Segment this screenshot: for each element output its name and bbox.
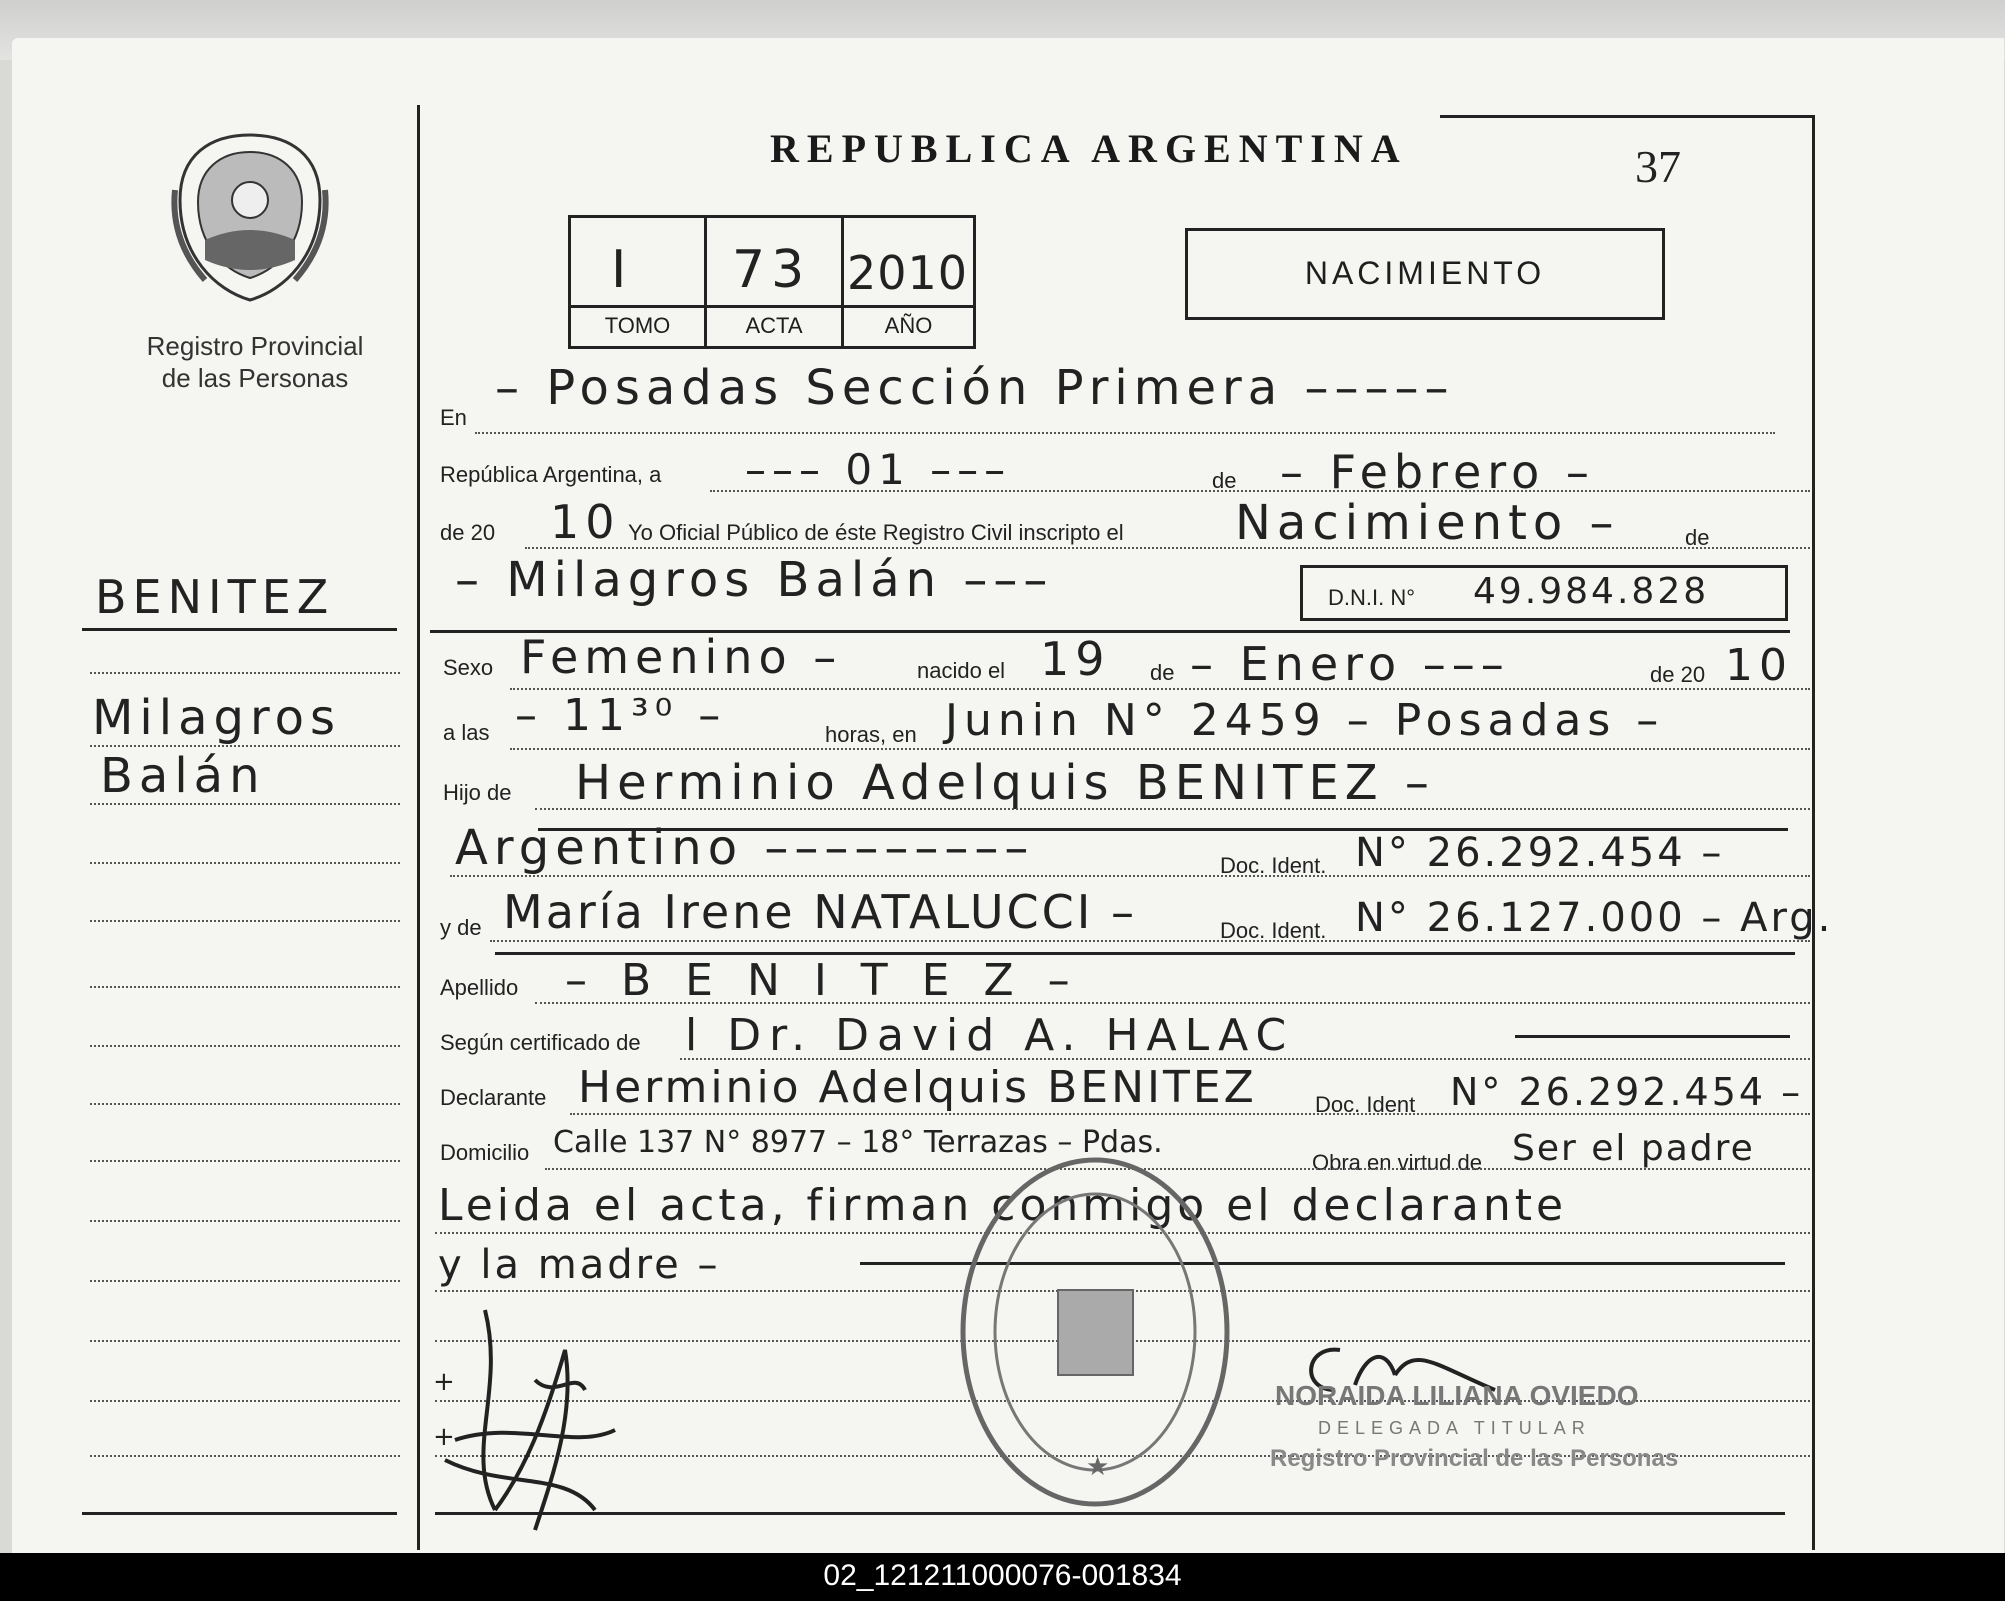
en-value: – Posadas Sección Primera ––––– <box>495 360 1455 416</box>
de20-label-2: de 20 <box>1650 662 1706 687</box>
sexo-label: Sexo <box>443 655 494 680</box>
declarante-label: Declarante <box>440 1085 547 1110</box>
doc-ident-label-2: Doc. Ident. <box>1220 918 1327 943</box>
field-dotline <box>535 1002 1810 1004</box>
de-label-3: de <box>1150 660 1175 685</box>
act-type-label: NACIMIENTO <box>1304 255 1546 291</box>
field-dotline <box>450 875 1810 877</box>
closing-line1: Leida el acta, firman conmigo el declarante <box>438 1180 1568 1231</box>
tomo-label: TOMO <box>604 313 671 338</box>
svg-text:+: + <box>433 1367 455 1397</box>
margin-dotline <box>90 672 400 674</box>
left-column-rule <box>417 105 420 1550</box>
tomo-value: I <box>611 240 633 300</box>
father-value: Herminio Adelquis BENITEZ – <box>575 755 1435 811</box>
declarante-doc: N° 26.292.454 – <box>1450 1070 1804 1114</box>
field-dotline <box>570 1113 1810 1115</box>
doc-ident-label-3: Doc. Ident <box>1315 1092 1416 1117</box>
acta-cell <box>704 215 844 349</box>
margin-bottom-rule <box>82 1512 397 1515</box>
margin-dotline <box>90 1455 400 1457</box>
birth-day: 19 <box>1040 632 1111 686</box>
closing-line2: y la madre – <box>438 1242 721 1288</box>
obra-label: Obra en virtud de <box>1312 1150 1482 1175</box>
margin-surname-underline <box>82 628 397 631</box>
mother-value: María Irene NATALUCCI – <box>503 885 1137 939</box>
birth-month: – Enero ––– <box>1190 637 1510 691</box>
acta-value: 73 <box>732 240 811 300</box>
margin-dotline <box>90 1400 400 1402</box>
field-dotline <box>510 748 1810 750</box>
place-value: Junin N° 2459 – Posadas – <box>945 695 1665 746</box>
apellido-value: – B E N I T E Z – <box>565 955 1080 1006</box>
margin-dotline <box>90 1220 400 1222</box>
de-label: de <box>1212 468 1237 493</box>
file-id-label: 02_121211000076-001834 <box>823 1559 1182 1592</box>
inscripto-value: Nacimiento – <box>1235 495 1620 551</box>
field-dotline <box>475 432 1775 434</box>
de20-label: de 20 <box>440 520 496 545</box>
segun-value: l Dr. David A. HALAC <box>685 1010 1295 1061</box>
republica-label: República Argentina, a <box>440 462 662 487</box>
anio-value: 2010 <box>847 246 969 300</box>
year-value: 10 <box>550 495 621 549</box>
dni-value: 49.984.828 <box>1473 571 1710 612</box>
margin-dotline <box>90 920 400 922</box>
margin-dotline <box>90 1280 400 1282</box>
declarante-value: Herminio Adelquis BENITEZ <box>578 1062 1257 1113</box>
hijo-label: Hijo de <box>443 780 512 805</box>
official-office: Registro Provincial de las Personas <box>1270 1445 1679 1472</box>
right-border-rule <box>1812 115 1815 1550</box>
registry-seal-icon <box>958 1155 1233 1510</box>
nacido-label: nacido el <box>917 658 1006 683</box>
field-dotline <box>535 808 1810 810</box>
registry-title-line1: Registro Provincial <box>146 331 364 361</box>
table-divider <box>568 305 976 308</box>
top-border-rule <box>1440 115 1812 118</box>
official-name: NORAIDA LILIANA OVIEDO <box>1275 1380 1639 1411</box>
declarant-signature-icon <box>425 1270 625 1550</box>
field-dotline <box>680 1058 1810 1060</box>
tomo-cell <box>568 215 707 349</box>
margin-dotline <box>90 1340 400 1342</box>
name-value: – Milagros Balán ––– <box>455 552 1054 608</box>
margin-dotline <box>90 1160 400 1162</box>
day-value: ––– 01 ––– <box>745 445 1012 494</box>
page-number: 37 <box>1635 141 1681 192</box>
registry-title-line2: de las Personas <box>161 363 349 393</box>
de-label-2: de <box>1685 525 1710 550</box>
dni-box <box>1300 565 1788 621</box>
acta-label: ACTA <box>745 313 803 338</box>
mother-doc: N° 26.127.000 – Arg. <box>1355 895 1834 941</box>
registry-title <box>110 330 400 394</box>
margin-dotline <box>90 803 400 805</box>
svg-text:★: ★ <box>1086 1451 1110 1481</box>
margin-dotline <box>90 986 400 988</box>
apellido-label: Apellido <box>440 975 519 1000</box>
obra-value: Ser el padre <box>1512 1128 1755 1169</box>
doc-ident-label: Doc. Ident. <box>1220 853 1327 878</box>
official-role: DELEGADA TITULAR <box>1318 1418 1591 1438</box>
oficial-label: Yo Oficial Público de éste Registro Civil inscripto el <box>628 520 1124 545</box>
misiones-emblem-icon <box>170 130 330 305</box>
birth-year: 10 <box>1725 640 1793 691</box>
margin-surname: BENITEZ <box>95 570 335 624</box>
domicilio-value: Calle 137 N° 8977 – 18° Terrazas – Pdas. <box>553 1125 1163 1160</box>
bottom-rule <box>435 1512 1785 1515</box>
sexo-value: Femenino – <box>520 630 843 684</box>
en-label: En <box>440 405 467 430</box>
father-nationality: Argentino ––––––––– <box>455 820 1035 876</box>
act-type-box <box>1185 228 1665 320</box>
field-dotline <box>490 940 1810 942</box>
anio-label: AÑO <box>884 313 933 338</box>
margin-dotline <box>90 862 400 864</box>
month-value: – Febrero – <box>1280 445 1595 499</box>
margin-dotline <box>90 1045 400 1047</box>
father-doc: N° 26.292.454 – <box>1355 830 1725 876</box>
svg-text:+: + <box>433 1422 455 1452</box>
hour-value: – 11³⁰ – <box>515 690 727 741</box>
segun-label: Según certificado de <box>440 1030 641 1055</box>
margin-dotline <box>90 745 400 747</box>
document-title: REPUBLICA ARGENTINA <box>770 126 1408 171</box>
horas-label: horas, en <box>825 722 917 747</box>
margin-dotline <box>90 1103 400 1105</box>
field-dotline <box>525 547 1810 549</box>
margin-given-line2: Balán <box>100 748 266 804</box>
margin-given-line1: Milagros <box>92 690 342 746</box>
dni-label: D.N.I. N° <box>1328 585 1416 610</box>
anio-cell <box>841 215 976 349</box>
domicilio-label: Domicilio <box>440 1140 530 1165</box>
alas-label: a las <box>443 720 490 745</box>
yde-label: y de <box>440 915 482 940</box>
segun-rule <box>1515 1035 1790 1038</box>
field-dotline <box>710 490 1810 492</box>
